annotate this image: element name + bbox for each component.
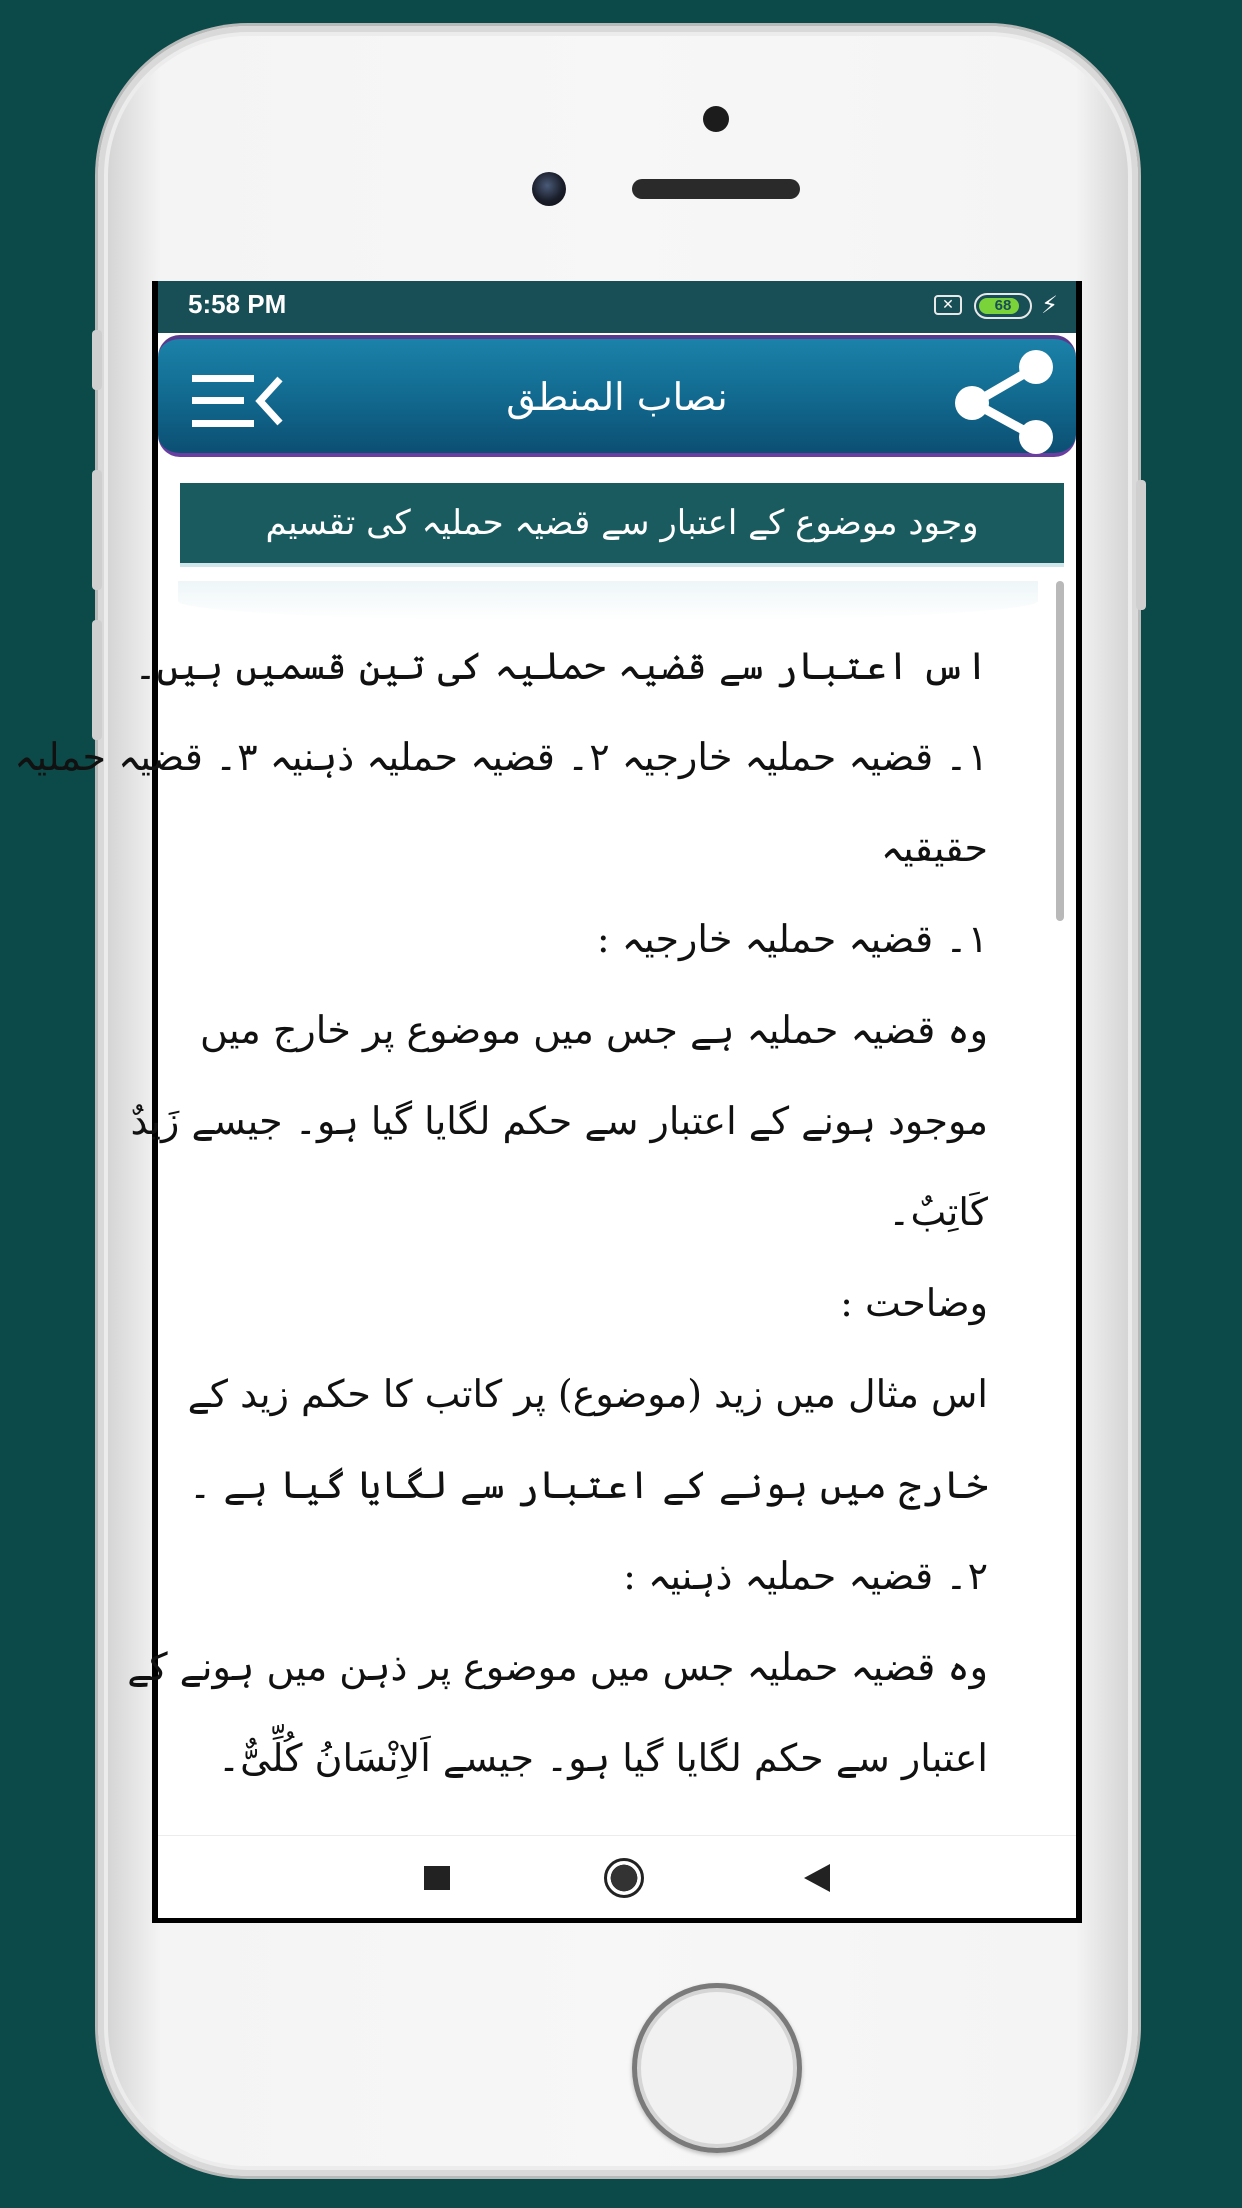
content-line: ۲۔ قضیہ حملیہ ذہنیہ :	[623, 1554, 988, 1598]
content-area[interactable]	[14, 581, 1038, 1881]
section-heading: وجود موضوع کے اعتبار سے قضیہ حملیہ کی تقسیم	[180, 483, 1064, 563]
content-line: ۱۔ قضیہ حملیہ خارجیہ :	[596, 917, 988, 961]
battery-level: 68	[994, 297, 1012, 314]
navigation-bar	[158, 1835, 1076, 1918]
sim-off-icon: ✕	[934, 295, 962, 315]
content-top-fade	[178, 581, 1038, 621]
content-line: وہ قضیہ حملیہ جس میں موضوع پر ذہن میں ہونے کے	[127, 1645, 988, 1689]
content-line: حقیقیہ	[880, 826, 988, 870]
mute-switch	[92, 330, 102, 390]
scrollbar[interactable]	[1056, 581, 1064, 921]
battery-icon	[974, 293, 1032, 319]
front-camera	[532, 172, 566, 206]
triangle-back-icon[interactable]	[804, 1864, 830, 1892]
square-icon[interactable]	[424, 1866, 450, 1890]
content-line: کَاتِبٌ۔	[888, 1190, 988, 1234]
content-line: ۱۔ قضیہ حملیہ خارجیہ ۲۔ قضیہ حملیہ ذہنیہ ۳۔ قضیہ حملیہ	[14, 735, 988, 779]
content-line: اس مثال میں زید (موضوع) پر کاتب کا حکم زید کے	[187, 1372, 988, 1416]
status-bar	[158, 281, 1076, 333]
volume-up-button	[92, 470, 102, 590]
power-button	[1136, 480, 1146, 610]
content-line: خارج میں ہونے کے اعتبار سے لگایا گیا ہے ۔	[189, 1463, 988, 1507]
menu-back-icon[interactable]	[192, 373, 284, 429]
share-icon[interactable]	[950, 347, 1060, 455]
content-line: اس اعتبار سے قضیہ حملیہ کی تین قسمیں ہیں۔	[134, 644, 988, 688]
earpiece-speaker	[632, 179, 800, 199]
bolt-icon: ⚡	[1041, 291, 1058, 319]
phone-screen	[14, 281, 1082, 1923]
content-line: موجود ہونے کے اعتبار سے حکم لگایا گیا ہو۔ جیسے زَیدٌ	[130, 1099, 988, 1143]
app-bar	[158, 335, 1076, 457]
app-screen	[14, 281, 1076, 1917]
proximity-sensor	[703, 106, 729, 132]
status-time: 5:58 PM	[188, 289, 287, 319]
content-line: وضاحت :	[840, 1281, 988, 1325]
circle-icon[interactable]	[604, 1858, 644, 1898]
content-line: وہ قضیہ حملیہ ہے جس میں موضوع پر خارج میں	[200, 1008, 988, 1052]
content-line: اعتبار سے حکم لگایا گیا ہو۔ جیسے اَلاِنْسَانُ کُلِّیٌّ۔	[217, 1736, 988, 1780]
home-button[interactable]	[632, 1983, 802, 2153]
app-title: نصاب المنطق	[506, 375, 728, 419]
